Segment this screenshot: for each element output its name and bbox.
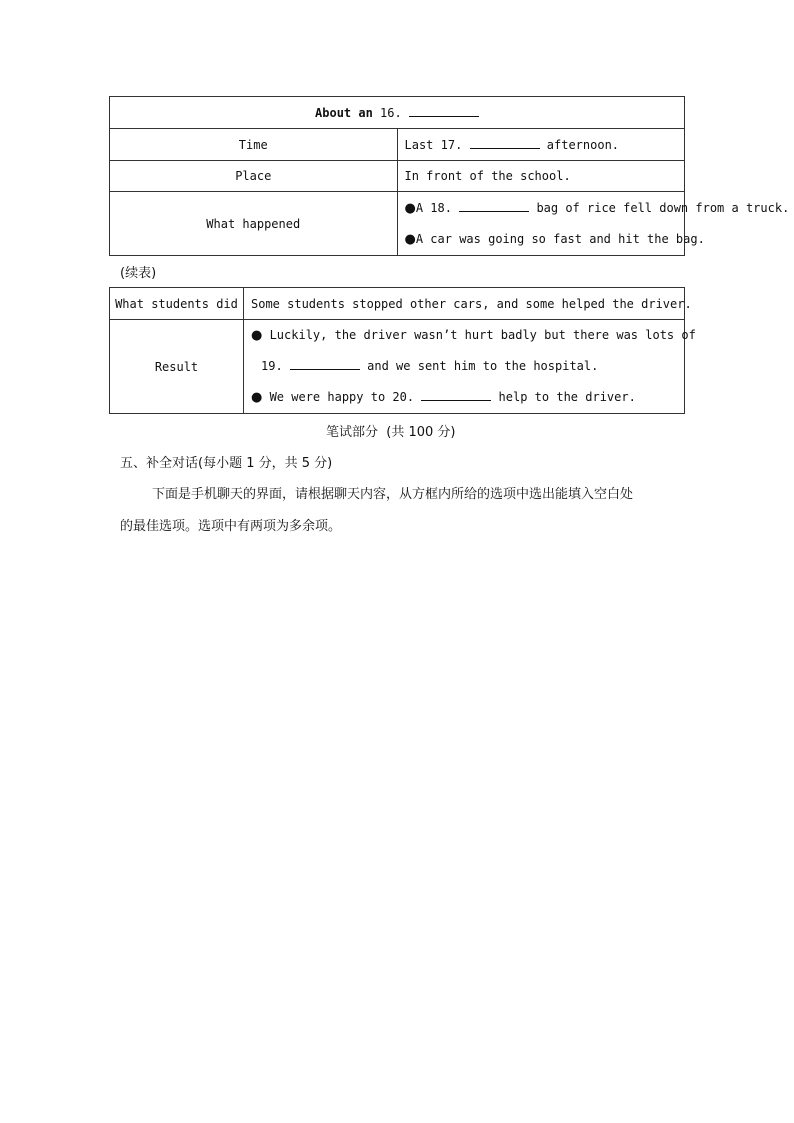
answer-blank-17[interactable] — [470, 137, 540, 149]
result-line-2 — [251, 351, 677, 382]
bullet-icon: ● — [251, 390, 263, 405]
happened-line2-text: A car was going so fast and hit the bag. — [415, 231, 705, 246]
row-label-place: Place — [110, 161, 398, 192]
result-line3-after: help to the driver. — [498, 390, 636, 404]
happened-line1-before: A 18. — [415, 200, 452, 215]
continued-label: (续表) — [120, 266, 157, 281]
table-row-happened — [110, 192, 685, 256]
table-row-did — [110, 288, 685, 320]
row-label-happened: What happened — [110, 192, 398, 256]
table-row-time — [110, 129, 685, 161]
result-line2-after: and we sent him to the hospital. — [367, 359, 599, 373]
row-value-result — [244, 320, 696, 414]
table-row-result — [110, 320, 685, 414]
row-value-did: Some students stopped other cars, and some helped the driver. — [244, 288, 685, 320]
instruction-line-2: 的最佳选项。选项中有两项为多余项。 — [120, 519, 342, 534]
row-value-happened — [397, 192, 790, 256]
table-header-row — [110, 97, 685, 129]
row-label-time: Time — [110, 129, 398, 161]
time-text-after: afternoon. — [546, 137, 620, 152]
time-text-before: Last 17. — [404, 137, 463, 152]
result-line3-before: We were happy to 20. — [269, 390, 415, 404]
bullet-icon: ● — [251, 328, 263, 343]
row-label-did: What students did — [110, 288, 244, 320]
blank-number-19: 19. — [261, 359, 283, 373]
table-header-cell — [110, 97, 685, 129]
happened-line-2 — [404, 224, 705, 255]
row-value-time — [397, 129, 685, 161]
answer-blank-16[interactable] — [409, 105, 479, 117]
blank-number-16: 16. — [380, 105, 402, 120]
instruction-line-1: 下面是手机聊天的界面，请根据聊天内容，从方框内所给的选项中选出能填入空白处 — [152, 487, 634, 502]
written-part-heading: 笔试部分 (共 100 分) — [326, 425, 456, 440]
row-label-result: Result — [110, 320, 244, 414]
happened-line-1 — [404, 193, 790, 224]
row-value-place: In front of the school. — [397, 161, 685, 192]
answer-blank-20[interactable] — [421, 389, 491, 401]
info-table — [109, 96, 790, 256]
result-line1-text: Luckily, the driver wasn’t hurt badly but there was lots of — [269, 328, 696, 342]
result-line-3 — [251, 382, 677, 413]
table-row-place — [110, 161, 685, 192]
answer-blank-19[interactable] — [290, 358, 360, 370]
result-line-1 — [251, 320, 696, 351]
table-header-bold: About an — [315, 105, 373, 120]
bullet-icon: ● — [404, 200, 416, 216]
bullet-icon: ● — [404, 231, 416, 247]
info-table-continued — [109, 287, 696, 414]
section-title: 五、补全对话(每小题 1 分，共 5 分) — [120, 456, 333, 471]
happened-line1-after: bag of rice fell down from a truck. — [536, 200, 790, 215]
answer-blank-18[interactable] — [459, 200, 529, 212]
